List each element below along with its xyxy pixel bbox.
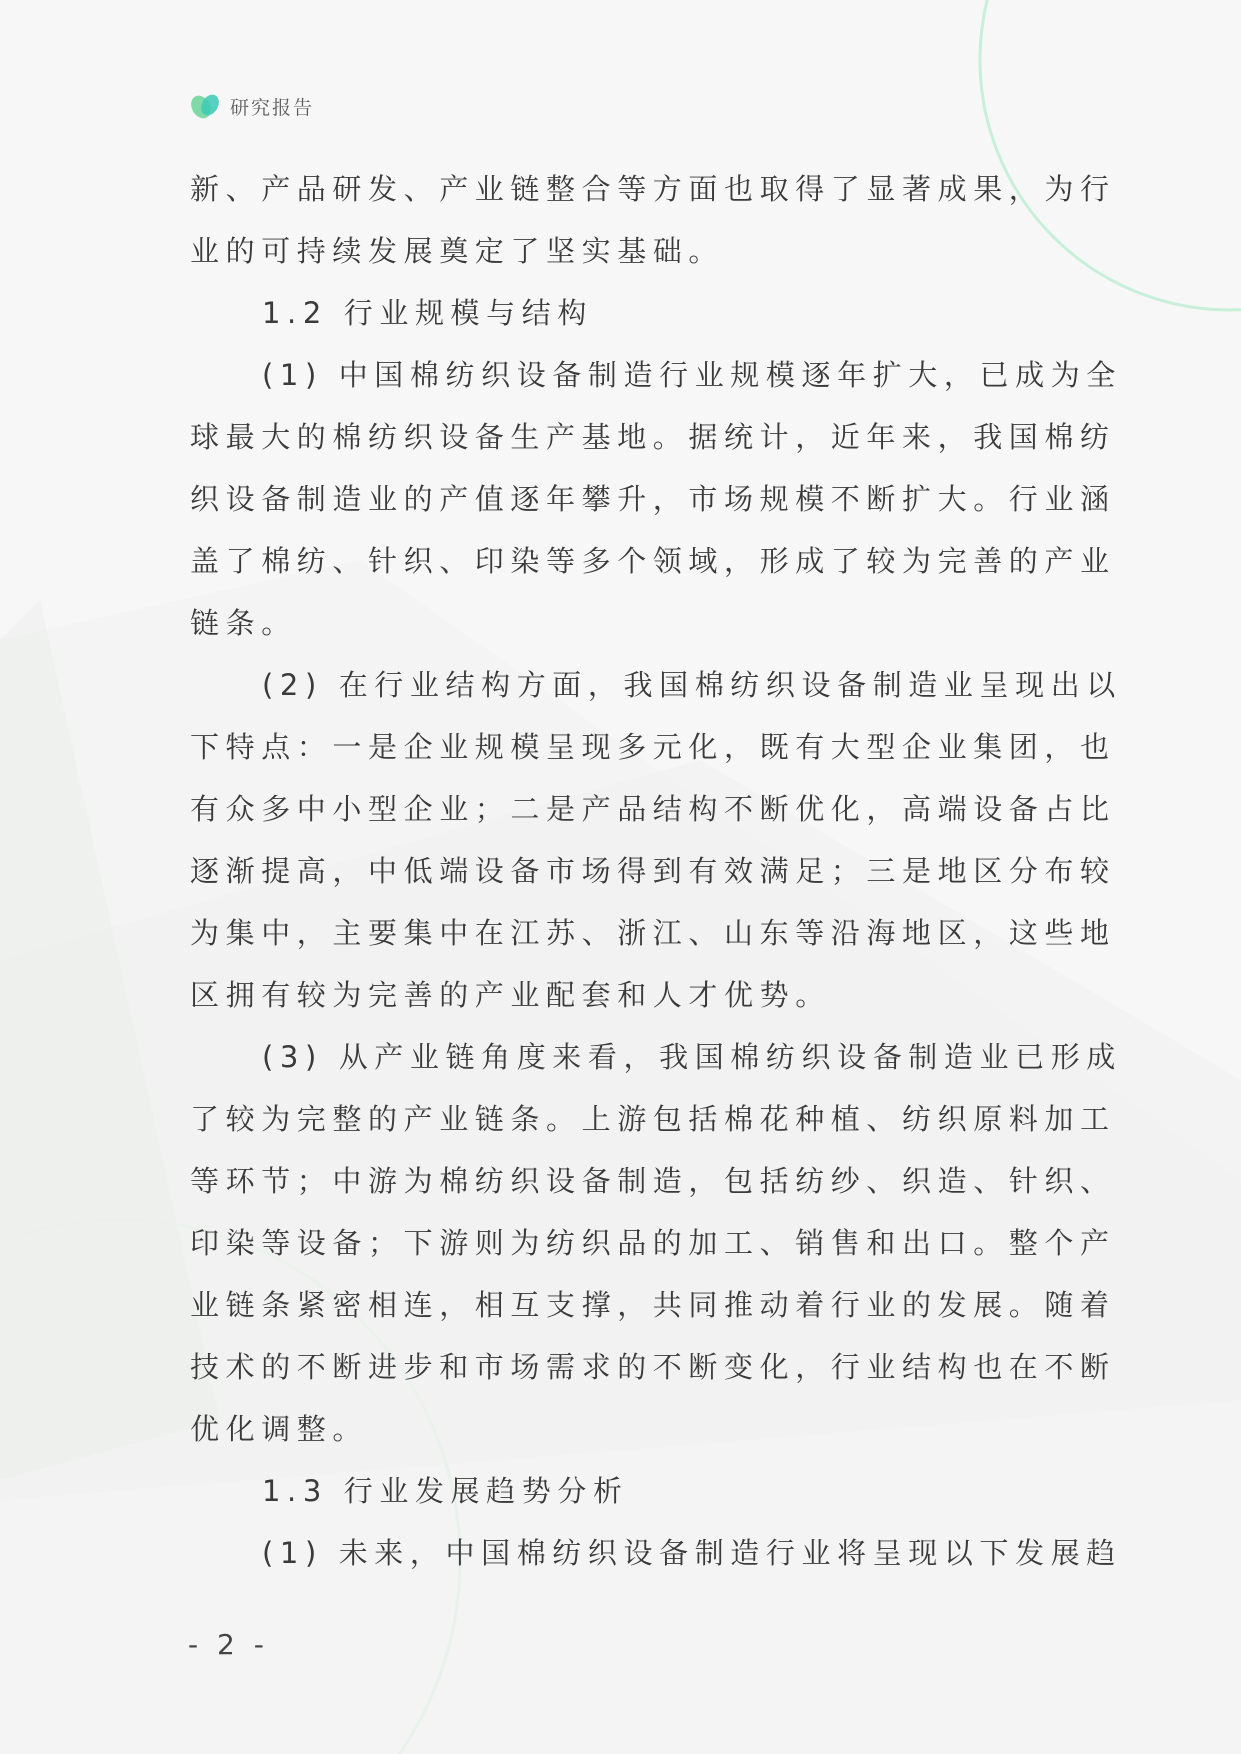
paragraph-line: 链条。	[190, 606, 297, 640]
paragraph-line: 技术的不断进步和市场需求的不断变化，行业结构也在不断	[190, 1350, 1116, 1384]
paragraph-line: (1) 中国棉纺织设备制造行业规模逐年扩大，已成为全	[262, 358, 1122, 392]
paragraph-line: 区拥有较为完善的产业配套和人才优势。	[190, 978, 831, 1012]
paragraph-line: 了较为完整的产业链条。上游包括棉花种植、纺织原料加工	[190, 1102, 1116, 1136]
paragraph-line: 球最大的棉纺织设备生产基地。据统计，近年来，我国棉纺	[190, 420, 1116, 454]
document-body	[190, 158, 1122, 1584]
paragraph-line: (2) 在行业结构方面，我国棉纺织设备制造业呈现出以	[262, 668, 1122, 702]
paragraph-line: 有众多中小型企业；二是产品结构不断优化，高端设备占比	[190, 792, 1116, 826]
paragraph-line: 业的可持续发展奠定了坚实基础。	[190, 234, 725, 268]
paragraph-line: 盖了棉纺、针织、印染等多个领域，形成了较为完善的产业	[190, 544, 1116, 578]
paragraph-line: 逐渐提高，中低端设备市场得到有效满足；三是地区分布较	[190, 854, 1116, 888]
paragraph-line: 业链条紧密相连，相互支撑，共同推动着行业的发展。随着	[190, 1288, 1116, 1322]
paragraph-line: (3) 从产业链角度来看，我国棉纺织设备制造业已形成	[262, 1040, 1122, 1074]
paragraph-line: 织设备制造业的产值逐年攀升，市场规模不断扩大。行业涵	[190, 482, 1116, 516]
header-title: 研究报告	[230, 96, 315, 119]
section-heading-1-2: 1.2 行业规模与结构	[262, 296, 593, 330]
paragraph-line: 优化调整。	[190, 1412, 369, 1446]
report-header	[188, 89, 314, 123]
paragraph-line: 下特点：一是企业规模呈现多元化，既有大型企业集团，也	[190, 730, 1116, 764]
leaf-logo-icon	[188, 89, 222, 123]
paragraph-line: 印染等设备；下游则为纺织品的加工、销售和出口。整个产	[190, 1226, 1116, 1260]
paragraph-line: (1) 未来，中国棉纺织设备制造行业将呈现以下发展趋	[262, 1536, 1122, 1570]
paragraph-line: 新、产品研发、产业链整合等方面也取得了显著成果，为行	[190, 172, 1116, 206]
page-number: - 2 -	[188, 1628, 269, 1661]
paragraph-line: 等环节；中游为棉纺织设备制造，包括纺纱、织造、针织、	[190, 1164, 1116, 1198]
section-heading-1-3: 1.3 行业发展趋势分析	[262, 1474, 629, 1508]
paragraph-line: 为集中，主要集中在江苏、浙江、山东等沿海地区，这些地	[190, 916, 1116, 950]
